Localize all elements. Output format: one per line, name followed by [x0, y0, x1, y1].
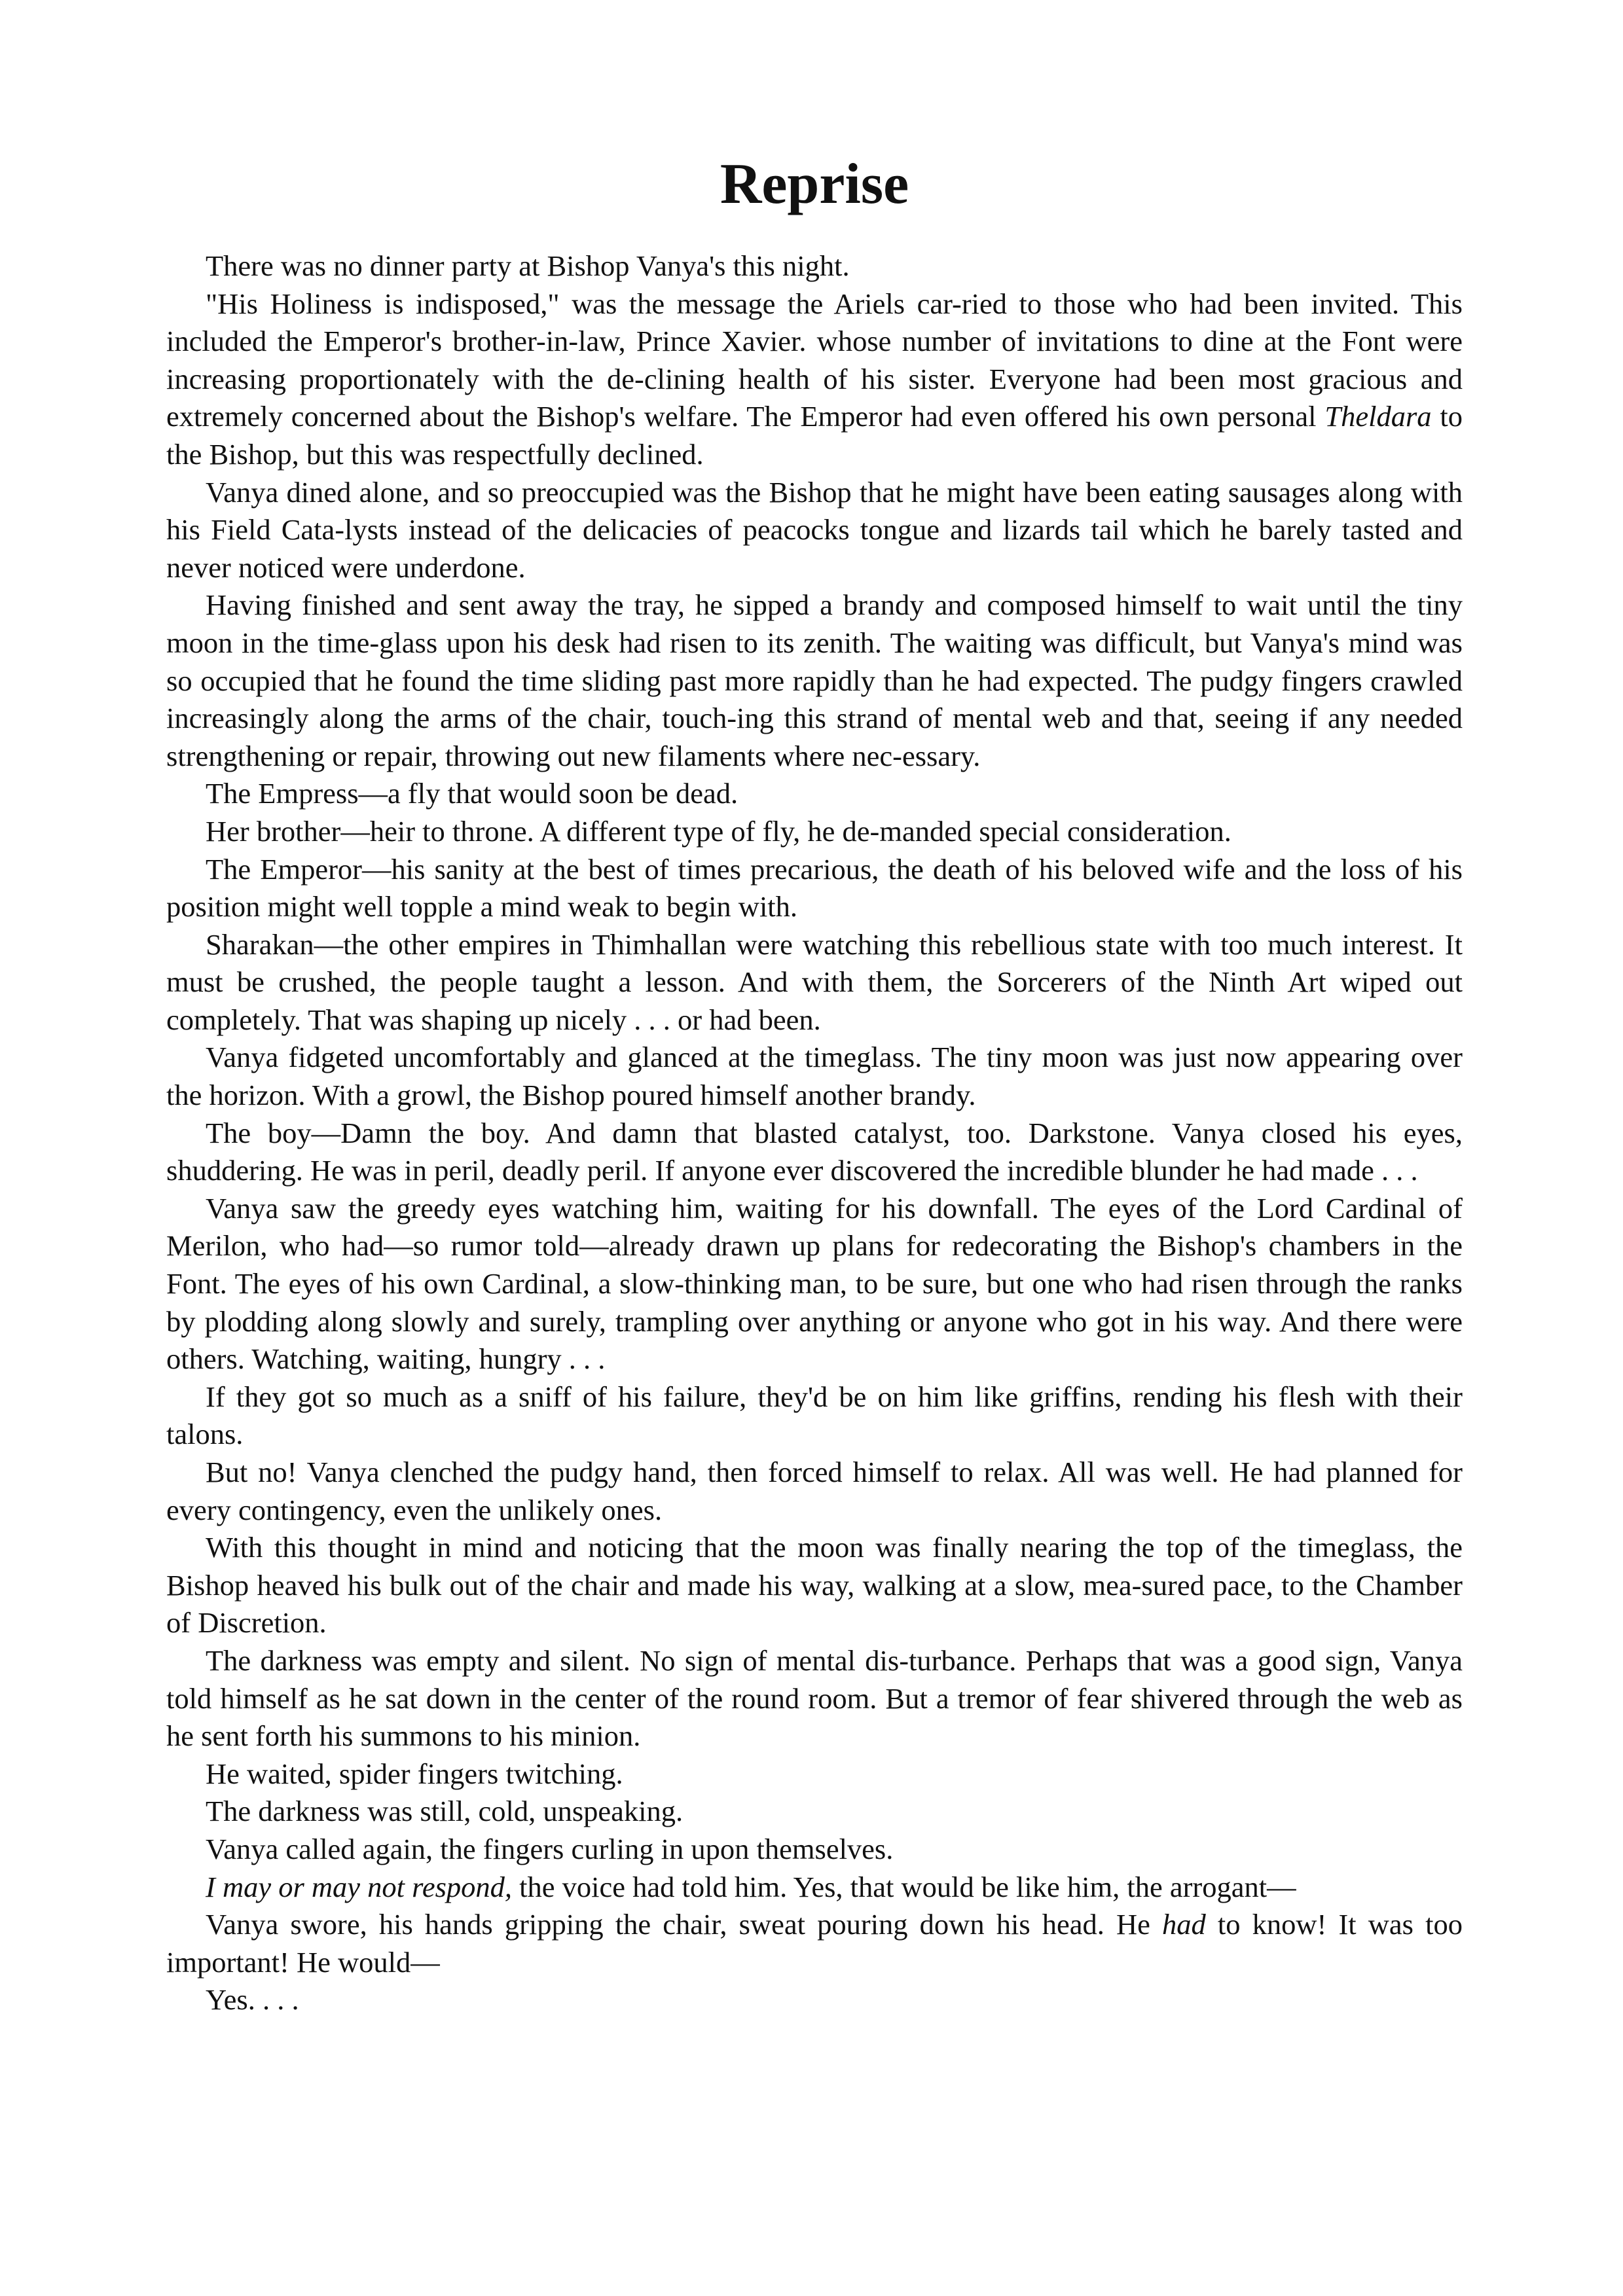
text-run: "His Holiness is indisposed," was the message the Ariels car-ried to those who had been invited. This included the Emperor's brother-in-law, Prince Xavier. whose number of invitations to dine at the Font were increasing proportionately with the de-clining health of his sister. Everyone had been most gracious and extremely concerned about the Bishop's welfare. The Emperor had even offered his own personal [166, 287, 1463, 433]
paragraph [166, 285, 1463, 474]
text-run: to the Bishop, but this was respectfully declined. [166, 400, 1463, 471]
paragraph: Having finished and sent away the tray, he sipped a brandy and composed himself to wait until the tiny moon in the time-glass upon his desk had risen to its zenith. The waiting was difficult, but Vanya's mind was so occupied that he found the time sliding past more rapidly than he had expected. The pudgy fingers crawled increasingly along the arms of the chair, touch-ing this strand of mental web and that, seeing if any needed strengthening or repair, throwing out new filaments where nec-essary. [166, 588, 1463, 772]
emphasis-text: had [1162, 1908, 1206, 1941]
document-page [166, 152, 1463, 2019]
paragraph: The Emperor—his sanity at the best of times precarious, the death of his beloved wife and the loss of his position might well topple a mind weak to begin with. [166, 852, 1463, 924]
paragraph: Her brother—heir to throne. A different type of fly, he de-manded special consideration. [206, 814, 1231, 848]
emphasis-text: Theldara [1324, 400, 1432, 433]
chapter-title: Reprise [720, 152, 909, 216]
paragraph: Yes. . . . [206, 1983, 299, 2017]
paragraph: Vanya dined alone, and so preoccupied was the Bishop that he might have been eating sausages along with his Field Cata-lysts instead of the delicacies of peacocks tongue and lizards tail which he barely tasted and never noticed were underdone. [166, 475, 1463, 584]
paragraph [166, 1869, 1463, 1907]
paragraph: There was no dinner party at Bishop Vanya's this night. [206, 249, 850, 282]
paragraph: Vanya saw the greedy eyes watching him, waiting for his downfall. The eyes of the Lord Cardinal of Merilon, who had—so rumor told—already drawn up plans for redecorating the Bishop's chambers in the Font. The eyes of his own Cardinal, a slow-thinking man, to be sure, but one who had risen through the ranks by plodding along slowly and surely, trampling over anything or anyone who got in his way. And there were others. Watching, waiting, hungry . . . [166, 1191, 1463, 1376]
paragraph: Vanya fidgeted uncomfortably and glanced at the timeglass. The tiny moon was just now appearing over the horizon. With a growl, the Bishop poured himself another brandy. [166, 1041, 1463, 1112]
paragraph: The darkness was empty and silent. No sign of mental dis-turbance. Perhaps that was a good sign, Vanya told himself as he sat down in the center of the round room. But a tremor of fear shivered through the web as he sent forth his summons to his minion. [166, 1643, 1463, 1753]
paragraph: Sharakan—the other empires in Thimhallan were watching this rebellious state with too much interest. It must be crushed, the people taught a lesson. And with them, the Sorcerers of the Ninth Art wiped out completely. That was shaping up nicely . . . or had been. [166, 927, 1463, 1036]
paragraph: But no! Vanya clenched the pudgy hand, then forced himself to relax. All was well. He had planned for every contingency, even the unlikely ones. [166, 1456, 1463, 1526]
paragraph: The Empress—a fly that would soon be dead. [206, 777, 739, 810]
paragraph: With this thought in mind and noticing that the moon was finally nearing the top of the timeglass, the Bishop heaved his bulk out of the chair and made his way, walking at a slow, mea-sured pace, to the Chamber of Discretion. [166, 1531, 1463, 1640]
emphasis-text: I may or may not respond, [206, 1870, 513, 1903]
paragraph: He waited, spider fingers twitching. [206, 1757, 623, 1790]
paragraph [166, 1906, 1463, 1981]
text-run: Vanya swore, his hands gripping the chair, sweat pouring down his head. He [206, 1908, 1163, 1941]
paragraph: If they got so much as a sniff of his failure, they'd be on him like griffins, rending his flesh with their talons. [166, 1380, 1463, 1451]
body-text [166, 247, 1463, 2019]
paragraph: The darkness was still, cold, unspeaking. [206, 1795, 684, 1828]
text-run: the voice had told him. Yes, that would be like him, the arrogant— [512, 1870, 1296, 1903]
text-run: to know! It was too important! He would— [166, 1908, 1463, 1979]
paragraph: The boy—Damn the boy. And damn that blasted catalyst, too. Darkstone. Vanya closed his eyes, shuddering. He was in peril, deadly peril. If anyone ever discovered the incredible blunder he had made . . . [166, 1116, 1463, 1187]
paragraph: Vanya called again, the fingers curling in upon themselves. [206, 1832, 894, 1865]
